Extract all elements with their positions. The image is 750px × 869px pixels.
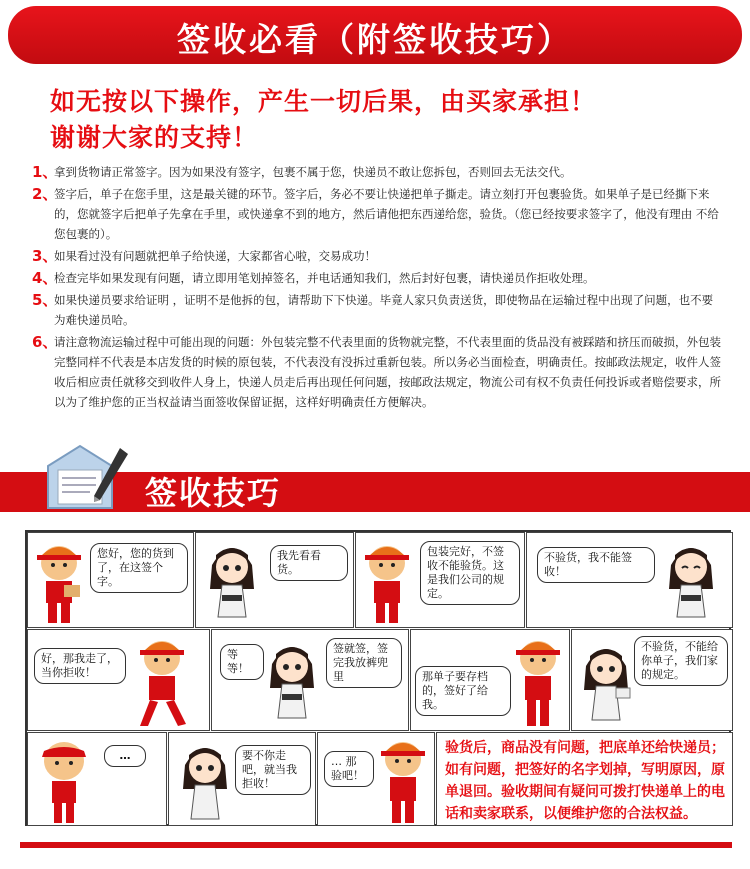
- comic-panel: [571, 629, 733, 731]
- rule-text: 如果快递员要求给证明 ，证明不是他拆的包，请帮助下下快递。毕竟人家只负责送货，即使物品在运输过程中出现了问题，也不要为难快递员哈。: [54, 293, 714, 327]
- comic-panel: [211, 629, 409, 731]
- comic-panel: [355, 532, 525, 628]
- comic-panel: [27, 629, 210, 731]
- girl-character-icon: [177, 737, 233, 825]
- comic-panel: [317, 732, 435, 826]
- courier-character-icon: [132, 636, 192, 730]
- rule-number: 5、: [32, 291, 58, 309]
- courier-character-icon: [34, 541, 84, 627]
- rule-item: [32, 268, 722, 288]
- rule-text: 拿到货物请正常签字。因为如果没有签字，包裹不属于您，快递员不敢让您拆包，否则回去无法交代。: [54, 165, 572, 179]
- tips-title: 签收技巧: [145, 474, 282, 512]
- girl-character-icon: [204, 537, 260, 627]
- rule-number: 6、: [32, 333, 58, 351]
- rule-number: 3、: [32, 247, 58, 265]
- rule-number: 2、: [32, 185, 58, 203]
- rule-item: [32, 332, 722, 412]
- comic-panel: [27, 532, 194, 628]
- comic-summary-panel: [436, 732, 733, 826]
- girl-character-icon: [663, 537, 719, 627]
- rule-item: [32, 162, 722, 182]
- rule-text: 签字后，单子在您手里，这是最关键的环节。签字后，务必不要让快递把单子撕走。请立刻打开包裹验货。如果单子是已经撕下来的，您就签字后把单子先拿在手里，或快递拿不到的地方，然后请他把东西递给您，验货。（您已经按要求签字了，他没有理由 不给您包裹的）。: [54, 187, 719, 241]
- comic-panel: [410, 629, 570, 731]
- rule-number: 4、: [32, 269, 58, 287]
- speech-bubble: 我先看看货。: [270, 545, 348, 581]
- warning-line-1: 如无按以下操作，产生一切后果，由买家承担！: [50, 87, 597, 116]
- comic-strip: [25, 530, 731, 826]
- speech-bubble: …: [104, 745, 146, 767]
- girl-character-icon: [578, 638, 634, 730]
- title-banner: [8, 6, 742, 64]
- rule-item: [32, 184, 722, 244]
- courier-character-icon: [362, 541, 412, 627]
- rule-item: [32, 246, 722, 266]
- speech-bubble: … 那验吧！: [324, 751, 374, 787]
- signing-summary: 验货后，商品没有问题，把底单还给快递员；如有问题，把签好的名字划掉，写明原因，原单退回。验收期间有疑问可拨打快递单上的电话和卖家联系，以便维护您的合法权益。: [445, 740, 725, 822]
- speech-bubble: 不验货，不能给你单子，我们家的规定。: [634, 636, 728, 686]
- rule-text: 如果看过没有问题就把单子给快递，大家都省心啦，交易成功！: [54, 249, 376, 263]
- document-pen-icon: [40, 440, 134, 510]
- warning-line-2: 谢谢大家的支持！: [50, 123, 259, 152]
- courier-character-icon: [36, 737, 92, 825]
- rule-item: [32, 290, 722, 330]
- speech-bubble: 包装完好，不签收不能验货。这是我们公司的规定。: [420, 541, 520, 605]
- speech-bubble: 好，那我走了，当你拒收！: [34, 648, 126, 684]
- rule-text: 请注意物流运输过程中可能出现的问题：外包装完整不代表里面的货物就完整，不代表里面的货品没有被踩踏和挤压而破损，外包装完整同样不代表是本店发货的时候的原包装，不代表没有没拆过重新包装。所以务必当面检查，明确责任。按邮政法规定，收件人签收后相应责任就移交到收件人身上，快递人员走后再出现任何问题，按邮政法规定，物流公司有权不负责任何投诉或者赔偿要求，所以为了维护您的正当权益请当面签收保留证据，这样好明确责任方便解决。: [54, 335, 721, 409]
- comic-panel: [27, 732, 167, 826]
- speech-bubble: 不验货，我不能签收！: [537, 547, 655, 583]
- rule-number: 1、: [32, 163, 58, 181]
- speech-bubble: 等等！: [220, 644, 264, 680]
- speech-bubble: 签就签，签完我放裤兜里: [326, 638, 402, 688]
- comic-panel: [526, 532, 733, 628]
- speech-bubble: 您好，您的货到了，在这签个字。: [90, 543, 188, 593]
- speech-bubble: 那单子要存档的，签好了给我。: [415, 666, 511, 716]
- footer-line: [20, 842, 732, 848]
- speech-bubble: 要不你走吧，就当我拒收！: [235, 745, 311, 795]
- courier-character-icon: [376, 737, 430, 825]
- girl-character-icon: [264, 636, 320, 728]
- rules-list: [32, 162, 722, 414]
- rule-text: 检查完毕如果发现有问题，请立即用笔划掉签名，并电话通知我们，然后封好包裹，请快递员作拒收处理。: [54, 271, 595, 285]
- courier-character-icon: [511, 636, 565, 730]
- comic-panel: [168, 732, 316, 826]
- banner-title: 签收必看（附签收技巧）: [177, 20, 573, 59]
- comic-panel: [195, 532, 354, 628]
